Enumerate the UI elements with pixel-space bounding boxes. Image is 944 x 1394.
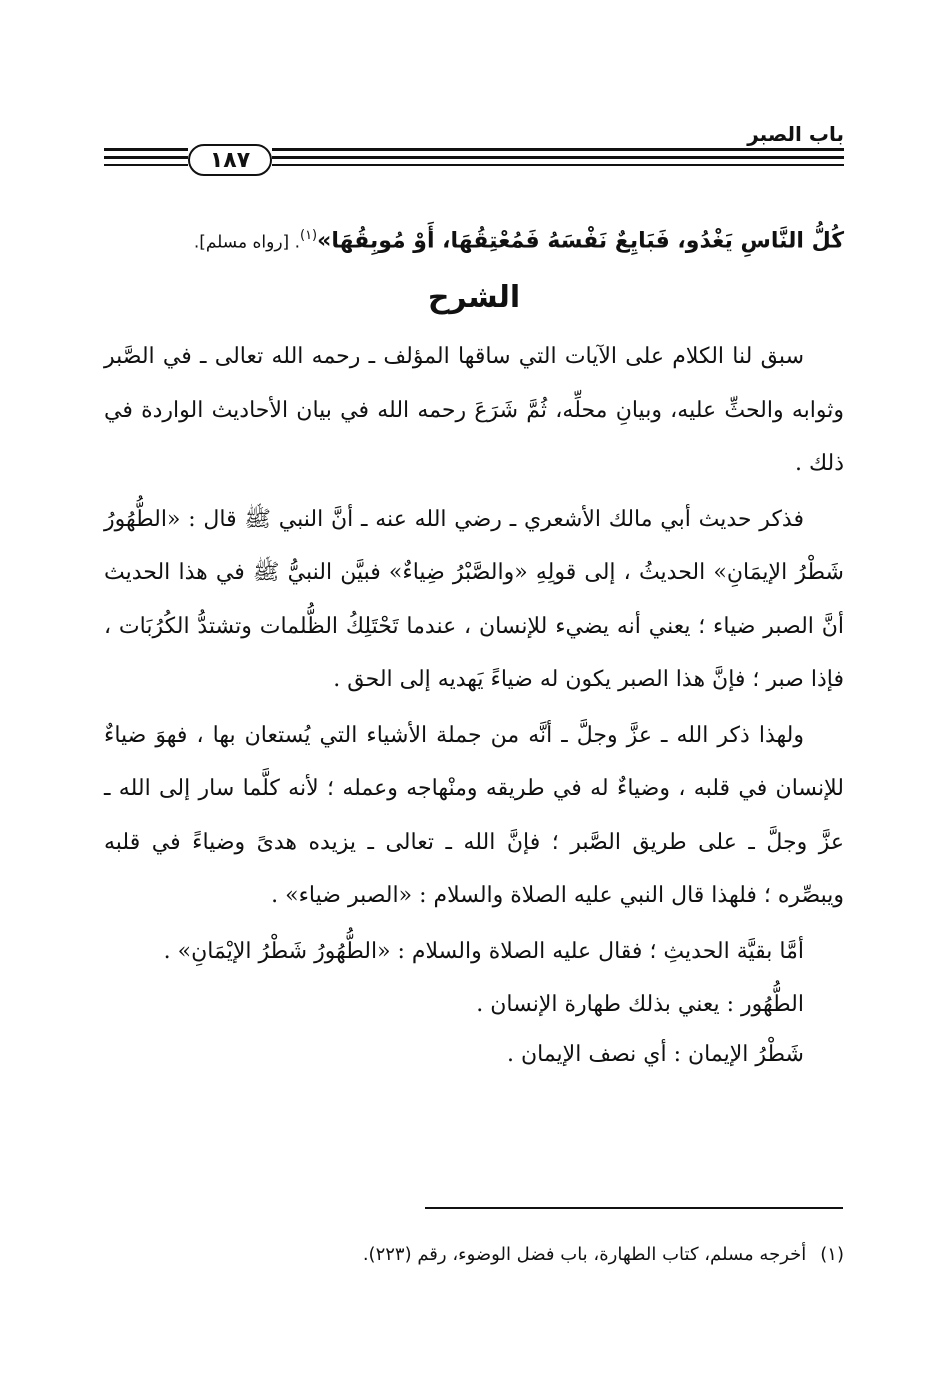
section-heading: الشرح: [427, 280, 521, 316]
paragraph-patience-light: ولهذا ذكر الله ـ عزَّ وجلَّ ـ أنَّه من جملة الأشياء التي يُستعان بها ، فهوَ ضياءٌ للإنسان في قلبه ، وضياءٌ له في طريقه ومنْهاجه وعمله ؛ لأنه كلَّما سار إلى الله ـ عزَّ وجلَّ ـ على طريق الصَّبر ؛ فإنَّ الله ـ تعالى ـ يزيده هدىً وضياءً في قلبه ويبصِّره ؛ فلهذا قال النبي عليه الصلاة والسلام : «الصبر ضياء» .: [104, 722, 844, 909]
footnote-reference: (١): [299, 228, 318, 243]
header-rule-top-right: [272, 148, 844, 151]
hadith-source: . [رواه مسلم].: [193, 232, 300, 253]
paragraph-intro: سبق لنا الكلام على الآيات التي ساقها المؤلف ـ رحمه الله تعالى ـ في الصَّبر وثوابه والحثِّ عليه، وبيانِ محلِّه، ثُمَّ شَرَعَ رحمه الله في بيان الأحاديث الواردة في ذلك .: [104, 344, 844, 477]
definition-shatr: شَطْرُ الإيمان : أي نصف الإيمان .: [506, 1042, 804, 1068]
hadith-text: كُلُّ النَّاسِ يَغْدُو، فَبَايِعٌ نَفْسَهُ فَمُعْتِقُهَا، أَوْ مُوبِقُهَا»: [317, 228, 844, 254]
footnote-separator: [425, 1207, 843, 1209]
header-rule-bottom-right: [272, 164, 844, 166]
header-rule-bottom-left: [104, 164, 188, 166]
paragraph-hadith-explanation: فذكر حديث أبي مالك الأشعري ـ رضي الله عنه ـ أنَّ النبي ﷺ قال : «الطُّهُورُ شَطْرُ الإيمَانِ» الحديثُ ، إلى قولِهِ «والصَّبْرُ ضِياءٌ» فبيَّن النبيُّ ﷺ في هذا الحديث أنَّ الصبر ضياء ؛ يعني أنه يضيء للإنسان ، عندما تَحْتَلِكُ الظُّلمات وتشتدُّ الكُرُبَات ، فإذا صبر ؛ فإنَّ هذا الصبر يكون له ضياءً يَهديه إلى الحق .: [104, 506, 844, 693]
page-header: [104, 118, 844, 178]
page-number: ١٨٧: [188, 144, 272, 176]
header-rule-top-left: [104, 148, 188, 151]
chapter-title: باب الصبر: [747, 122, 844, 146]
hadith-ending: [104, 210, 844, 268]
header-rule-mid-left: [104, 156, 188, 159]
footnote: [104, 1240, 844, 1270]
definition-tahur: الطُّهُور : يعني بذلك طهارة الإنسان .: [476, 992, 804, 1018]
footnote-marker: (١): [820, 1244, 844, 1265]
paragraph-rest-of-hadith: أمَّا بقيَّة الحديثِ ؛ فقال عليه الصلاة والسلام : «الطُّهُورُ شَطْرُ الإيْمَانِ» .: [163, 938, 804, 964]
header-rule-mid-right: [272, 156, 844, 159]
page-body: [104, 210, 844, 1080]
footnote-text: أخرجه مسلم، كتاب الطهارة، باب فضل الوضوء، رقم (٢٢٣).: [362, 1244, 807, 1265]
